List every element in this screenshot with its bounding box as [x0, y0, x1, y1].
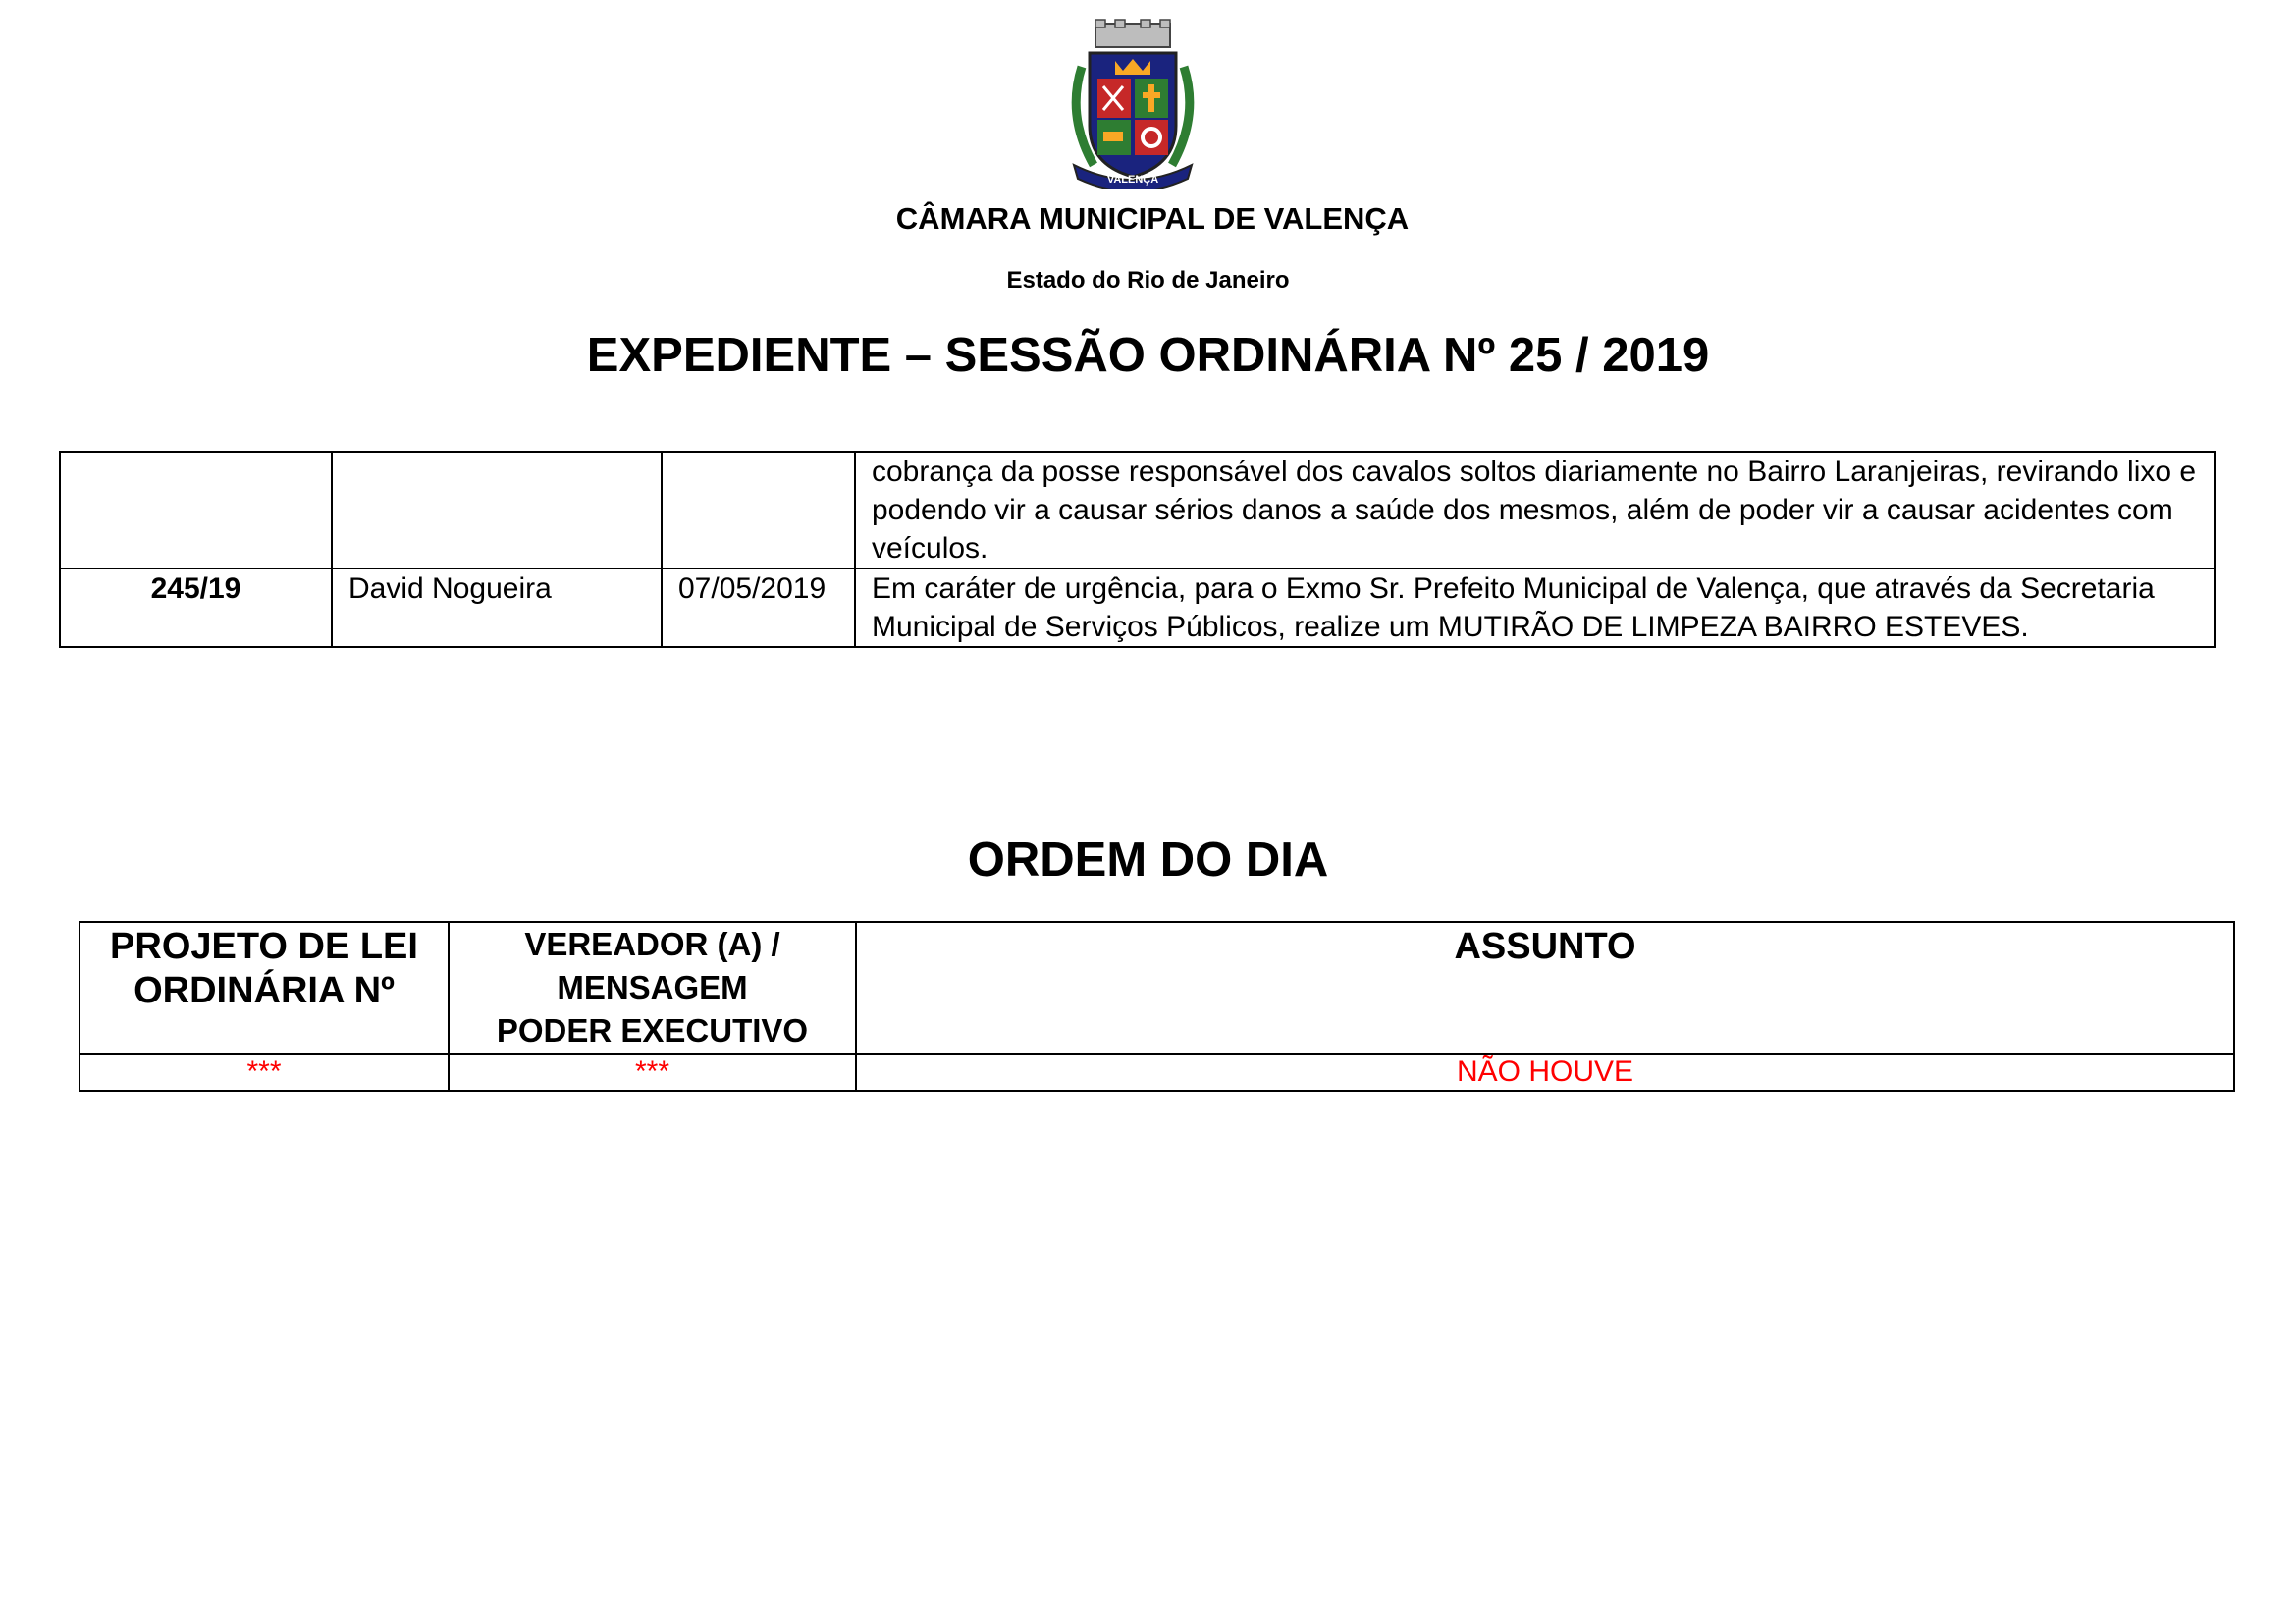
chamber-title: CÂMARA MUNICIPAL DE VALENÇA: [895, 201, 1410, 236]
header-line: MENSAGEM: [557, 969, 748, 1005]
author-cell: David Nogueira: [332, 568, 662, 647]
no-items-notice: NÃO HOUVE: [856, 1054, 2234, 1091]
expediente-table: [59, 451, 2216, 648]
subject-cell: cobrança da posse responsável dos cavalos soltos diariamente no Bairro Laranjeiras, revirando lixo e podendo vir a causar sérios danos a saúde dos mesmos, além de poder vir a causar acidentes com veículos.: [855, 452, 2215, 568]
coat-of-arms-logo: [1064, 18, 1201, 189]
table-row: [80, 1054, 2234, 1091]
state-subtitle: Estado do Rio de Janeiro: [1006, 267, 1290, 294]
header-line: VEREADOR (A) /: [524, 926, 780, 962]
session-title: EXPEDIENTE – SESSÃO ORDINÁRIA Nº 25 / 2019: [586, 329, 1710, 382]
ordem-do-dia-title: ORDEM DO DIA: [967, 834, 1329, 887]
empty-marker: ***: [80, 1054, 449, 1091]
header-line: PROJETO DE LEI: [110, 926, 418, 967]
date-cell: [662, 452, 855, 568]
subject-cell: Em caráter de urgência, para o Exmo Sr. Prefeito Municipal de Valença, que através da Secretaria Municipal de Serviços Públicos, realize um MUTIRÃO DE LIMPEZA BAIRRO ESTEVES.: [855, 568, 2215, 647]
header-line: ORDINÁRIA Nº: [133, 970, 395, 1011]
table-row: [60, 452, 2215, 568]
author-cell: [332, 452, 662, 568]
indication-number: 245/19: [60, 568, 332, 647]
column-header-projeto: [80, 922, 449, 1054]
empty-marker: ***: [449, 1054, 856, 1091]
column-header-assunto: ASSUNTO: [856, 922, 2234, 1054]
date-cell: 07/05/2019: [662, 568, 855, 647]
crest-ribbon-text: VALENÇA: [1106, 174, 1159, 186]
table-row: [60, 568, 2215, 647]
indication-number: [60, 452, 332, 568]
table-header-row: [80, 922, 2234, 1054]
ordem-do-dia-table: [79, 921, 2235, 1092]
header-line: PODER EXECUTIVO: [496, 1012, 809, 1049]
column-header-vereador: [449, 922, 856, 1054]
